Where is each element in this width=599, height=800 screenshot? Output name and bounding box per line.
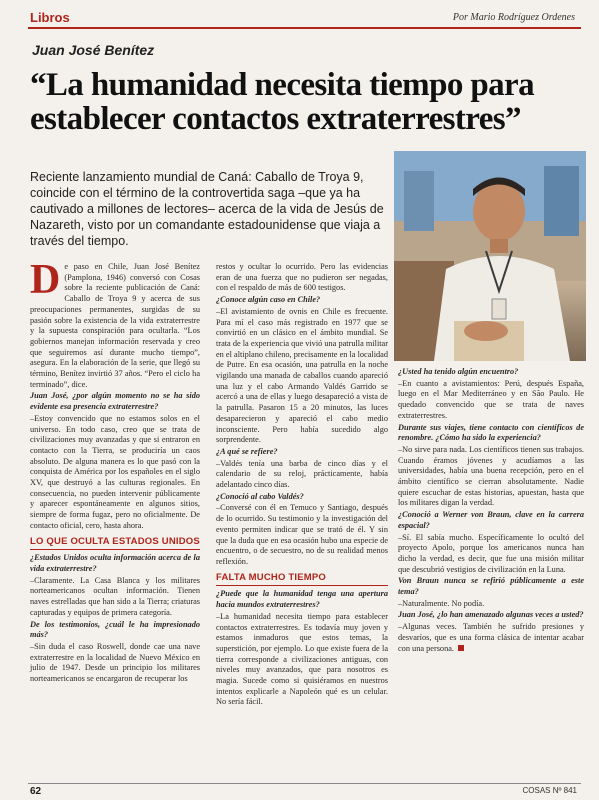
interview-answer: –Conversé con él en Temuco y Santiago, después de lo ocurrido. Su testimonio y la investigación del evento permiten indicar que se trató de él. Y sin que la duda que en esa ocasión hubo una especie de encuentro, o de secuestro, no de su realidad menos reflexión. bbox=[216, 503, 388, 566]
interview-question: ¿Conoció al cabo Valdés? bbox=[216, 491, 304, 501]
interview-question: ¿Usted ha tenido algún encuentro? bbox=[398, 367, 519, 376]
byline: Por Mario Rodríguez Ordenes bbox=[452, 12, 575, 23]
interview-answer: –Naturalmente. No podía. bbox=[398, 598, 485, 608]
interview-answer: –Algunas veces. También he sufrido presiones y desvaríos, que es una forma clásica de intentar acabar con una persona. bbox=[398, 622, 584, 653]
section-label: Libros bbox=[30, 10, 70, 25]
interview-answer: –Sí. El sabía mucho. Específicamente lo ocultó del proyecto Apolo, porque los americanos nunca han dicho la verdad, es decir, que fue una misión militar que descubrió vestigios de civilización en la Luna. bbox=[398, 532, 584, 574]
body-paragraph: e paso en Chile, Juan José Benítez (Pamplona, 1946) conversó con Cosas sobre la reciente publicación de Caná: Caballo de Troya 9 y acerca de sus preocupaciones permanentes, surgidas de su pasión sobre la existencia de la vida extraterrestre y la supuesta conspiración para ocultarla. “Los gobiernos manejan información reservada y creo que seguiremos así durante mucho tiempo”, asegura. En la elaboración de la serie, que llegó su término, Benítez invirtió 37 años. “Pero el ciclo ha terminado”, dice. bbox=[30, 262, 200, 389]
interview-question: ¿A qué se refiere? bbox=[216, 446, 278, 456]
article-column-3 bbox=[398, 367, 584, 655]
intro-paragraph: Reciente lanzamiento mundial de Caná: Caballo de Troya 9, coincide con el término de la controvertida saga –que ya ha cautivado a millones de lectores– acerca de la vida de Jesús de Nazareth, visto por un comandante estadounidense que viaja a través del tiempo. bbox=[30, 170, 384, 248]
interview-answer: –Claramente. La Casa Blanca y los militares norteamericanos ocultan información. Tienen naves estrelladas que han sido a la Tierra; criaturas capturadas y equipos de primera categoría. bbox=[30, 575, 200, 617]
interview-question: Von Braun nunca se refirió públicamente a este tema? bbox=[398, 576, 584, 597]
end-of-article-mark bbox=[458, 645, 464, 651]
interview-question: Durante sus viajes, tiene contacto con científicos de renombre. ¿Cómo ha sido la experiencia? bbox=[398, 422, 584, 443]
section-subhead: FALTA MUCHO TIEMPO bbox=[216, 573, 388, 587]
article-column-2 bbox=[216, 262, 388, 709]
interview-answer: –Valdés tenía una barba de cinco días y el calendario de su reloj, prácticamente, había adelantado cinco días. bbox=[216, 458, 388, 490]
interview-answer: –El avistamiento de ovnis en Chile es frecuente. Para mí el caso más registrado en 1977 que se convirtió en un clásico en el ámbito mundial. Se trata de la experiencia que vivió una patrulla militar en el altiplano chileno, precisamente en la localidad de Putre. En esa ocasión, una patrulla en la noche vigilando una manada de caballos cuando apareció una luz y el cabo Armando Valdés Garrido se acercó a una de ellas y luego desapareció a vista de la patrulla. Pasaron 15 a 20 minutos, las luces desaparecieron y apareció el cabo medio inconsciente. Pero había sucedido algo sorprendente. bbox=[216, 306, 388, 445]
interview-answer: –En cuanto a avistamientos: Perú, después España, luego en el Mar Mediterráneo y en São Paulo. He quedado convencido que se trata de naves extraterrestres. bbox=[398, 378, 584, 420]
interview-answer: –Sin duda el caso Roswell, donde cae una nave extraterrestre en la localidad de Nuevo México en julio de 1947. Desde un principio los militares norteamericanos se encargaron de recuperar los bbox=[30, 641, 200, 684]
interview-question: Juan José, ¿por algún momento no se ha sido evidente esa presencia extraterrestre? bbox=[30, 391, 200, 412]
interview-question: ¿Estados Unidos oculta información acerca de la vida extraterrestre? bbox=[30, 553, 200, 573]
magazine-issue: COSAS Nº 841 bbox=[522, 786, 577, 795]
interview-question: De los testimonios, ¿cuál le ha impresionado más? bbox=[30, 619, 200, 640]
page-number: 62 bbox=[30, 786, 42, 797]
headline: “La humanidad necesita tiempo para establecer contactos extraterrestres” bbox=[30, 67, 534, 137]
drop-cap: D bbox=[30, 257, 61, 303]
article-subject: Juan José Benítez bbox=[32, 42, 155, 58]
interview-question: ¿Puede que la humanidad tenga una apertura hacia mundos extraterrestres? bbox=[216, 589, 388, 610]
top-divider bbox=[28, 27, 581, 29]
section-subhead: LO QUE OCULTA ESTADOS UNIDOS bbox=[30, 537, 200, 551]
interview-answer: –Estoy convencido que no estamos solos en el universo. En todo caso, creo que se trata de civilizaciones muy avanzadas y que si entraron en contacto con la Tierra, se produciría un caos absoluto. De alguna manera es lo que pasó con la conquista de América por los españoles en el siglo XV, que destruyó a las culturas regionales. En consecuencia, no pueden intervenir públicamente y aparecer espontáneamente en algunos sitios, siempre de forma fugaz, pero no oficialmente. De contacto oficial, cero, hasta ahora. bbox=[30, 413, 200, 530]
article-column-1 bbox=[30, 257, 200, 686]
interview-question: ¿Conoce algún caso en Chile? bbox=[216, 295, 321, 305]
interview-answer: –La humanidad necesita tiempo para establecer contactos extraterrestres. Es todavía muy joven y estamos inmaduros que estos temas, la superstición, por ejemplo. Lo que existe fuera de la tierra corresponde a civilizaciones antiguas, con niveles muy avanzados, que para nosotros es magia. Sucede como si quisiéramos en nuestros intentos explicarle a Napoleón qué es un celular. No sería fácil. bbox=[216, 611, 388, 707]
interview-question: ¿Conoció a Werner von Braun, clave en la carrera espacial? bbox=[398, 510, 584, 530]
bottom-divider bbox=[28, 783, 581, 784]
body-paragraph: restos y ocultar lo ocurrido. Pero las evidencias eran de una fuerza que no pudieron ser negadas, con el respaldo de más de 600 testigos. bbox=[216, 262, 388, 293]
author-portrait-image bbox=[394, 151, 586, 361]
interview-question: Juan José, ¿lo han amenazado algunas veces a usted? bbox=[398, 610, 584, 620]
author-photo bbox=[394, 151, 586, 361]
interview-answer: –No sirve para nada. Los científicos tienen sus trabajos. Cuando éramos jóvenes y acudíamos a las universidades, había una buena recepción, pero en el ámbito científico se cierran absolutamente. Nadie quiere escuchar de estas historias, apuestan, hasta que los militares digan la verdad. bbox=[398, 444, 584, 508]
